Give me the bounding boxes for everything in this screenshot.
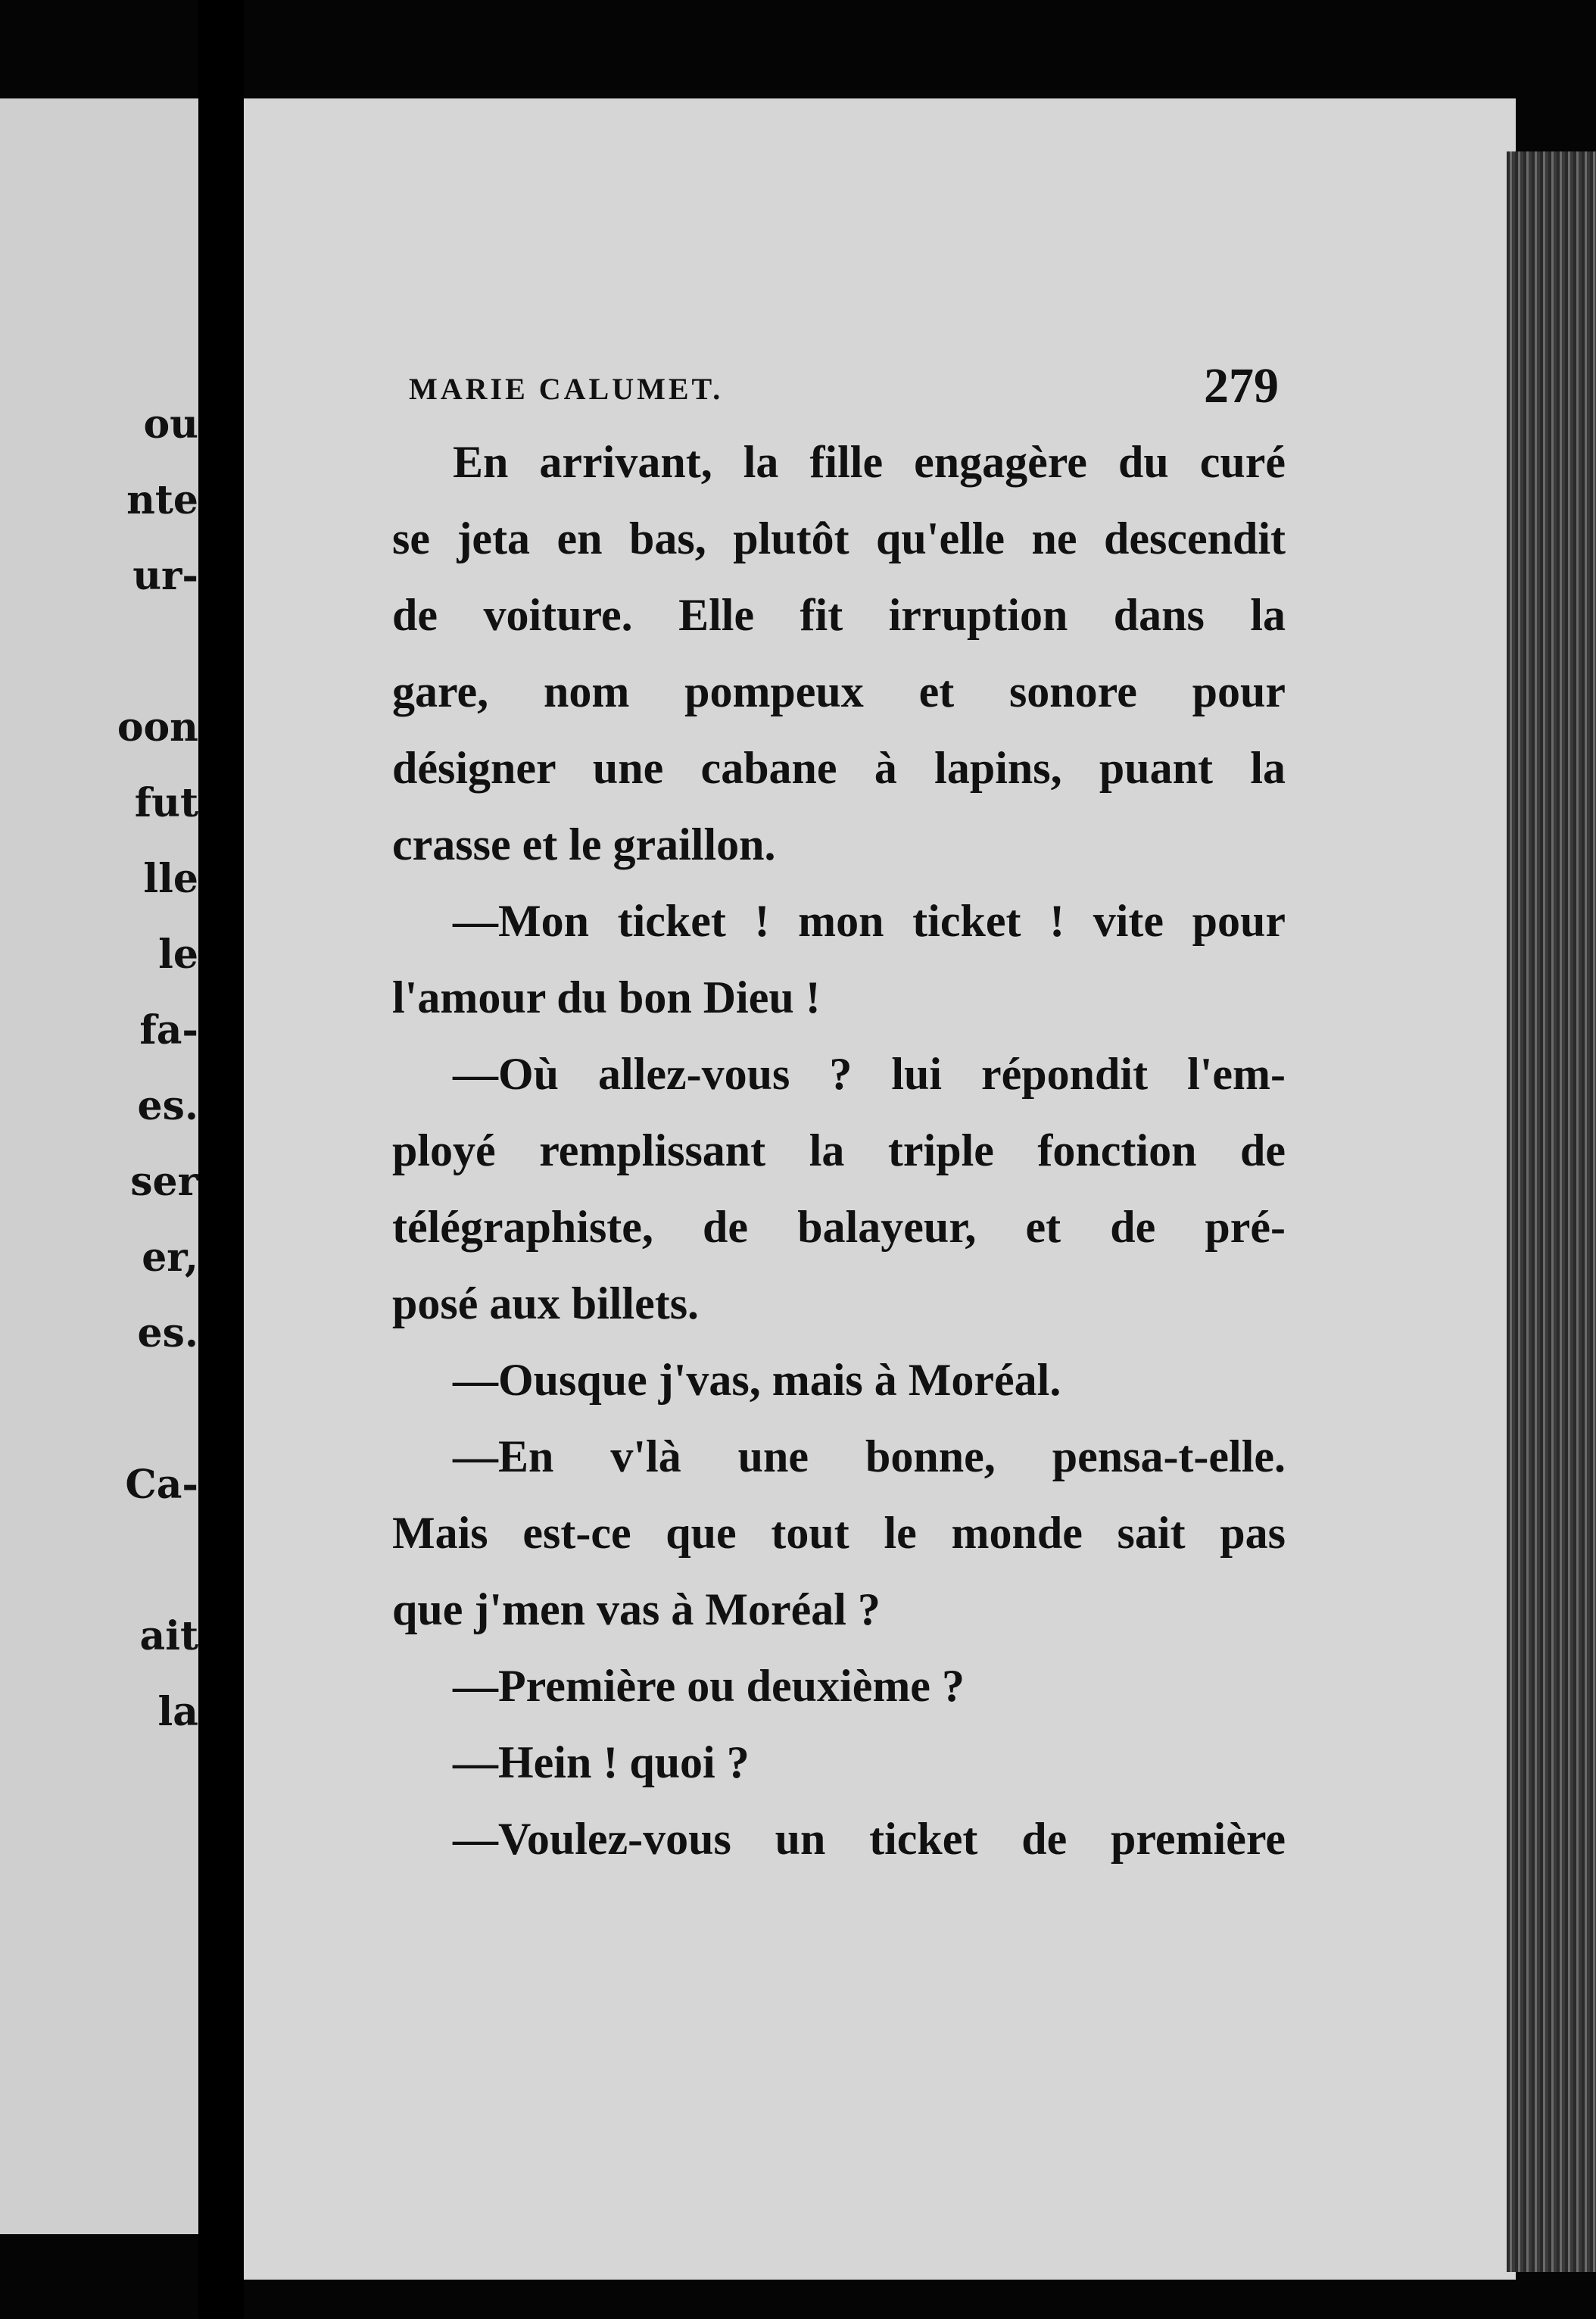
text-line: —Voulez-vous un ticket de première [453,1814,1286,1864]
left-page-fragment-text: es. [137,1083,198,1129]
text-line: —Première ou deuxième ? [453,1661,965,1711]
text-line: l'amour du bon Dieu ! [392,972,821,1022]
text-line: désigner une cabane à lapins, puant la [392,743,1286,793]
text-line: gare, nom pompeux et sonore pour [392,666,1286,716]
left-page-fragment-text: ur- [132,553,198,599]
running-header [0,348,1287,417]
left-page-fragment-text: fut [134,780,198,826]
running-title: MARIE CALUMET. [409,372,724,406]
text-line: crasse et le graillon. [392,819,776,869]
text-line: se jeta en bas, plutôt qu'elle ne descendit [392,513,1286,563]
page-edge-stack [1507,151,1596,2272]
left-page-fragment-text: Ca- [125,1462,198,1508]
left-page-fragment-text: er, [142,1234,198,1281]
left-page-fragment-text: le [158,932,198,978]
body-text [392,424,1286,1877]
left-page-fragment-text: fa- [139,1007,198,1053]
text-line: télégraphiste, de balayeur, et de pré- [392,1202,1286,1252]
left-page-fragment-text: lle [143,856,198,902]
left-page-fragment-text: ou [143,401,198,448]
text-line: —Mon ticket ! mon ticket ! vite pour [453,896,1286,946]
text-line: —Où allez-vous ? lui répondit l'em- [453,1049,1286,1099]
left-page-fragment [0,98,198,2234]
text-line: de voiture. Elle fit irruption dans la [392,590,1286,640]
left-page-fragment-text: nte [126,477,198,523]
text-line: ployé remplissant la triple fonction de [392,1125,1286,1175]
left-page-fragment-text: oon [117,704,198,751]
left-page-fragment-text: la [157,1689,198,1735]
text-line: —Hein ! quoi ? [453,1737,750,1787]
text-line: Mais est-ce que tout le monde sait pas [392,1508,1286,1558]
left-page-fragment-text: ser [130,1159,198,1205]
text-line: —Ousque j'vas, mais à Moréal. [453,1355,1061,1405]
left-page-fragment-text: ait [139,1613,198,1659]
text-line: que j'men vas à Moréal ? [392,1584,881,1634]
page-number: 279 [1204,358,1279,414]
text-line: En arrivant, la fille engagère du curé [453,437,1286,487]
left-page-fragment-text: es. [137,1310,198,1356]
text-line: —En v'là une bonne, pensa-t-elle. [453,1431,1286,1481]
text-line: posé aux billets. [392,1278,700,1328]
